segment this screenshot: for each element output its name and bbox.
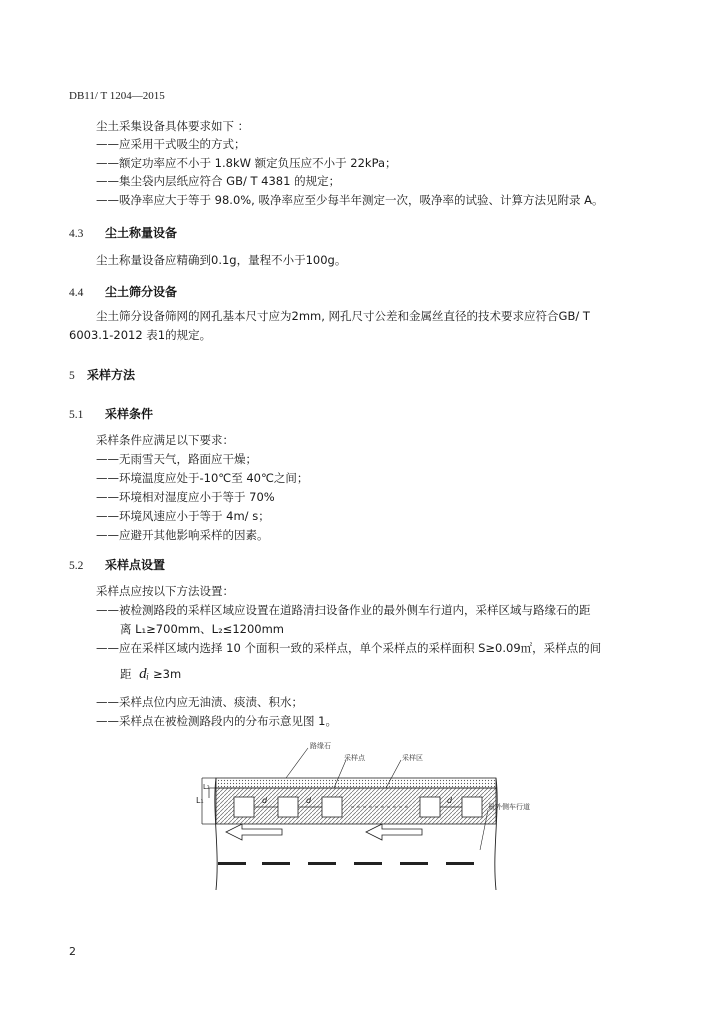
list-item: ——额定功率应不小于 1.8kW 额定负压应不小于 22kPa； <box>96 156 397 170</box>
section-heading-4-3 <box>69 224 177 241</box>
traffic-arrow <box>226 824 282 840</box>
section-title: 采样方法 <box>87 368 136 382</box>
section-title: 采样条件 <box>105 407 154 421</box>
list-item: ——吸净率应大于等于 98.0%, 吸净率应至少每半年测定一次，吸净率的试验、计算方法见附录 A。 <box>96 193 604 207</box>
paragraph: 尘土称量设备应精确到0.1g，量程不小于100g。 <box>96 253 347 267</box>
sample-point <box>278 797 298 817</box>
document-code: DB11/ T 1204—2015 <box>69 90 165 102</box>
paragraph-cont: 6003.1-2012 表1的规定。 <box>69 328 212 342</box>
intro-lead: 尘土采集设备具体要求如下 ： <box>96 119 250 133</box>
label-d: d <box>306 796 312 805</box>
label-L2: L₂ <box>203 783 210 791</box>
page-number: 2 <box>69 945 76 958</box>
sampling-zone <box>216 788 496 824</box>
list-item-cont: 离 L₁≥700mm、L₂≤1200mm <box>120 622 284 636</box>
section-title: 尘土筛分设备 <box>105 285 178 299</box>
section-title: 尘土称量设备 <box>105 226 178 240</box>
section-title: 采样点设置 <box>105 558 166 572</box>
spacing-prefix: 距 <box>120 667 132 681</box>
list-item: ——应避开其他影响采样的因素。 <box>96 528 269 542</box>
lane-marking <box>218 862 246 865</box>
lane-marking <box>400 862 428 865</box>
section-heading-5-2 <box>69 556 165 573</box>
section-number: 4.4 <box>69 287 84 299</box>
figure-drawing <box>196 740 526 900</box>
section-heading-5 <box>69 366 135 383</box>
section-number: 5 <box>69 370 75 382</box>
paragraph: 采样条件应满足以下要求： <box>96 433 234 447</box>
section-number: 5.2 <box>69 560 84 572</box>
label-sample-point: 采样点 <box>344 754 365 762</box>
sampling-layout-figure <box>196 740 530 900</box>
list-item: ——采样点在被检测路段内的分布示意见图 1。 <box>96 714 337 728</box>
list-item: ——应在采样区域内选择 10 个面积一致的采样点，单个采样点的采样面积 S≥0.09㎡，采样点的间 <box>96 641 602 655</box>
spacing-value: ≥3m <box>153 667 182 681</box>
sample-point <box>234 797 254 817</box>
label-curb: 路缘石 <box>310 742 331 750</box>
lane-marking <box>354 862 382 865</box>
curb-band <box>216 778 496 788</box>
list-item: ——应采用干式吸尘的方式； <box>96 137 246 151</box>
label-d: d <box>262 796 268 805</box>
label-L1: L₁ <box>196 796 204 805</box>
list-item: ——环境风速应小于等于 4m/ s； <box>96 509 270 523</box>
spacing-variable: dᵢ <box>139 666 150 682</box>
list-item: ——无雨雪天气，路面应干燥； <box>96 452 257 466</box>
list-item: ——环境温度应处于-10℃至 40℃之间； <box>96 471 309 485</box>
leader-line <box>286 748 308 778</box>
list-item: ——集尘袋内层纸应符合 GB/ T 4381 的规定； <box>96 174 341 188</box>
paragraph: 采样点应按以下方法设置： <box>96 584 234 598</box>
sample-point <box>462 797 482 817</box>
section-number: 5.1 <box>69 409 84 421</box>
list-item: ——被检测路段的采样区域应设置在道路清扫设备作业的最外侧车行道内，采样区域与路缘石的距 <box>96 603 591 617</box>
section-number: 4.3 <box>69 228 84 240</box>
label-d: d <box>447 796 453 805</box>
lane-marking <box>262 862 290 865</box>
list-item: ——环境相对湿度应小于等于 70% <box>96 490 275 504</box>
list-item: ——采样点位内应无油渍、痰渍、积水； <box>96 695 303 709</box>
lane-marking <box>308 862 336 865</box>
label-sample-area: 采样区 <box>402 754 423 762</box>
sample-point <box>420 797 440 817</box>
traffic-arrow <box>366 824 422 840</box>
section-heading-4-4 <box>69 283 177 300</box>
sample-point <box>322 797 342 817</box>
section-heading-5-1 <box>69 405 153 422</box>
paragraph: 尘土筛分设备筛网的网孔基本尺寸应为2mm, 网孔尺寸公差和金属丝直径的技术要求应符合GB/ T <box>96 309 590 323</box>
list-item-cont <box>120 666 181 683</box>
label-lane: 最外侧车行道 <box>488 803 530 811</box>
lane-marking <box>446 862 474 865</box>
